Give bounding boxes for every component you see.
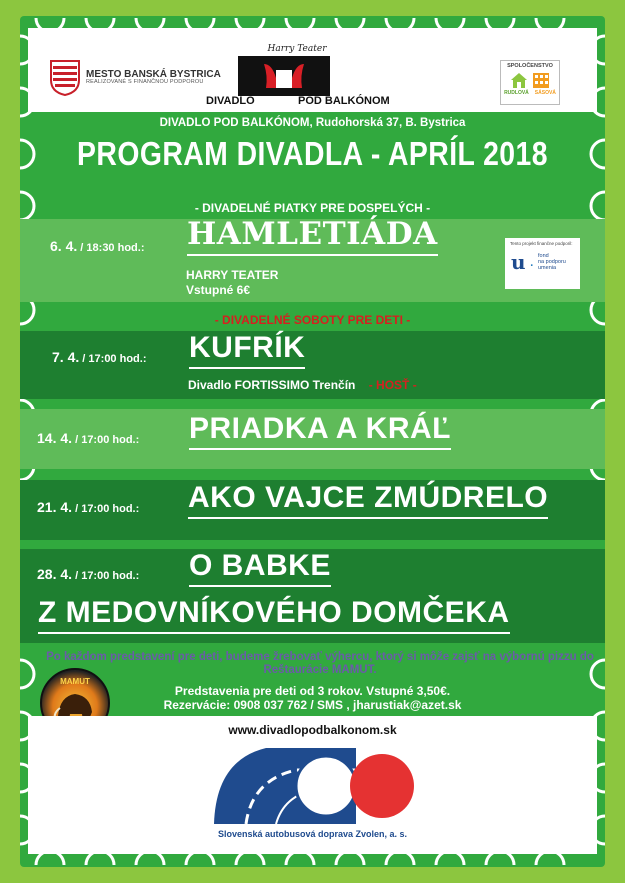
website-link[interactable]: www.divadlopodbalkonom.sk (228, 723, 397, 737)
event-title-kufrik: KUFRÍK (189, 331, 305, 369)
guest-badge: - HOSŤ - (368, 378, 417, 392)
event-title-babka-line2: Z MEDOVNÍKOVÉHO DOMČEKA (38, 596, 510, 634)
children-info: Predstavenia pre deti od 3 rokov. Vstupné 3,50€. (174, 684, 451, 698)
event-date (50, 238, 145, 254)
event-date (37, 566, 139, 582)
event-time: / 17:00 hod.: (72, 503, 140, 515)
bus-company-name: Slovenská autobusová doprava Zvolen, a. s. (217, 829, 408, 839)
city-logo (50, 60, 221, 96)
event-date (52, 349, 147, 365)
event-company (188, 378, 417, 392)
community-logo-left: RUDLOVÁ (504, 90, 529, 96)
section-children-heading: - DIVADELNÉ SOBOTY PRE DETI - (214, 313, 411, 327)
community-logo-right: SÁSOVÁ (534, 90, 556, 96)
event-company: HARRY TEATER (186, 268, 279, 282)
reservation-info: Rezervácie: 0908 037 762 / SMS , jharustiak@azet.sk (163, 698, 462, 712)
event-time: / 17:00 hod.: (72, 570, 140, 582)
event-date-value: 28. 4. (37, 566, 73, 582)
theater-logo (206, 44, 456, 110)
event-title-babka-line1: O BABKE (189, 549, 331, 587)
event-date-value: 7. 4. (52, 349, 80, 365)
mamut-logo-text: MAMUT (60, 677, 90, 686)
community-logo-title: SPOLOČENSTVO (507, 63, 553, 69)
event-time: / 17:00 hod.: (72, 434, 140, 446)
event-time: / 18:30 hod.: (77, 242, 145, 254)
city-crest-icon (50, 60, 80, 96)
bus-company-logo (206, 740, 422, 826)
community-logo (500, 60, 560, 105)
event-price: Vstupné 6€ (186, 283, 251, 297)
event-date-value: 21. 4. (37, 499, 73, 515)
theater-logo-script: Harry Teater (267, 44, 327, 54)
art-fund-logo-caption: Tento projekt finančne podporil: (510, 241, 573, 246)
event-date-value: 14. 4. (37, 430, 73, 446)
theater-logo-right-text: POD BALKÓNOM (298, 95, 390, 107)
house-icon (510, 72, 528, 88)
event-date-value: 6. 4. (50, 238, 78, 254)
art-fund-line2: na podporu (538, 258, 566, 265)
event-company-name: Divadlo FORTISSIMO Trenčín (188, 378, 356, 392)
art-fund-u-icon: u (511, 250, 526, 274)
event-date (37, 499, 139, 515)
event-title-vajce: AKO VAJCE ZMÚDRELO (188, 481, 548, 519)
building-icon (532, 72, 550, 88)
art-fund-line3: umenia (538, 265, 557, 272)
event-time: / 17:00 hod.: (79, 353, 147, 365)
section-adults-heading: - DIVADELNÉ PIATKY PRE DOSPELÝCH - (194, 201, 431, 215)
program-title: PROGRAM DIVADLA - APRÍL 2018 (77, 135, 548, 172)
event-title-hamletiada: HAMLETIÁDA (187, 216, 438, 256)
city-logo-subtitle: REALIZOVANÉ S FINANČNOU PODPOROU (86, 79, 204, 86)
city-logo-name: MESTO BANSKÁ BYSTRICA (86, 68, 221, 80)
raffle-note: Po každom predstavení pre deti, budeme žrebovať výhercu, ktorý si môže zajsť na výbornú pizzu do Reštaurácie MAMUT. (46, 651, 594, 677)
event-title-priadka: PRIADKA A KRÁĽ (189, 412, 451, 450)
theater-logo-left-text: DIVADLO (206, 95, 255, 107)
art-fund-logo: Tento projekt finančne podporil: u . fond na podporu umenia (505, 238, 580, 289)
art-fund-line1: fond (538, 252, 549, 259)
event-date (37, 430, 139, 446)
theater-address: DIVADLO POD BALKÓNOM, Rudohorská 37, B. Bystrica (159, 117, 466, 129)
stage-curtain-icon (238, 56, 330, 96)
